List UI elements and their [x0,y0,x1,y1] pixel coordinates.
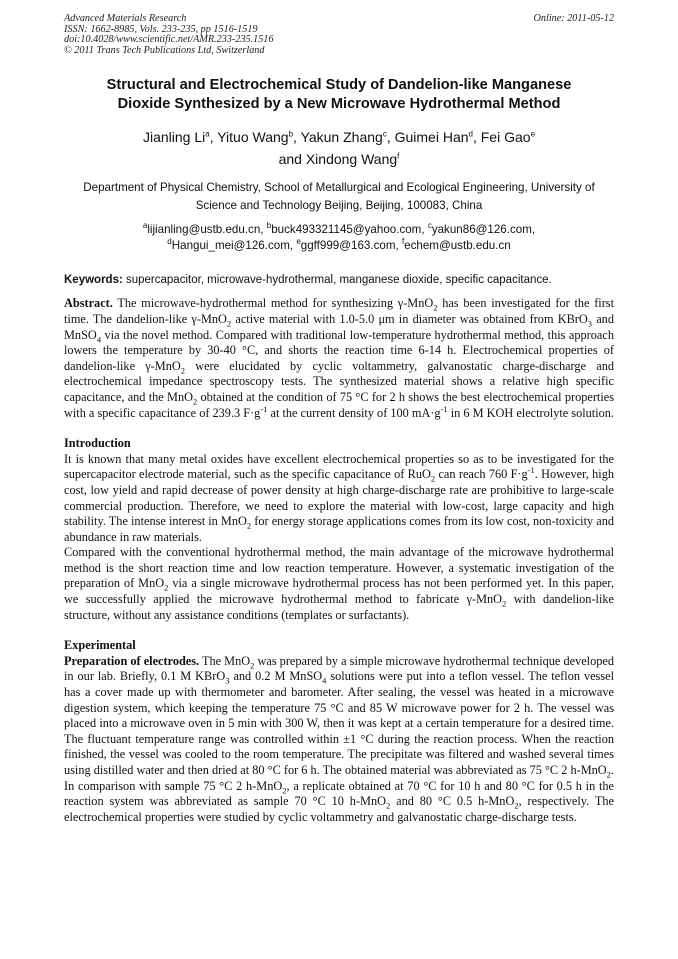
affiliation-line-1: Department of Physical Chemistry, School of Metallurgical and Ecological Engineering, University of [83,181,595,195]
email-sup: e [296,237,301,247]
title-line-1: Structural and Electrochemical Study of Dandelion-like Manganese [106,77,572,94]
affiliation [64,179,614,215]
journal-doi: doi:10.4028/www.scientific.net/AMR.233-235.1516 [64,34,274,46]
email-sup: c [427,221,432,231]
keywords-label: Keywords: [64,274,123,287]
journal-header [64,14,614,56]
author-name: Fei Gao [480,129,531,146]
email-address[interactable]: yakun86@126.com [431,223,532,237]
keywords [64,273,614,288]
experimental-body: The MnO$_2$ was prepared by a simple microwave hydrothermal technique developed in our lab. Briefly, 0.1 M KBrO$_3$ and 0.2 M MnSO$_4$ solutions were put into a teflon vessel. The teflon vessel has a cover made up with thermometer and barometer. After sealing, the vessel was heated in a microwave digestion system, which keeping the temperature 75 °C and 85 W microwave power for 2 h. The vessel was placed into a microwave oven in 5 min with 300 W, then it was kept at a certain temperature for a desired time. The fluctuant temperature range was controlled within ±1 °C during the reaction process. When the reaction finished, the vessel was cooled to the room temperature. The precipitate was filtered and washed several times using distilled water and then dried at 80 °C for 6 h. The obtained material was abbreviated as 75 °C 2 h-MnO$_2$. In comparison with sample 75 °C 2 h-MnO$_2$, a replicate obtained at 70 °C for 10 h and 80 °C for 0.5 h in the reaction system was abbreviated as sample 70 °C 10 h-MnO$_2$ and 80 °C 0.5 h-MnO$_2$, respectively. The electrochemical properties were studied by cyclic voltammetry and galvanostatic charge-discharge tests. [64,653,614,824]
emails-line-1: $^a$lijianling@ustb.edu.cn, $^b$buck493321145@yahoo.com, $^c$yakun86@126.com, [142,221,536,237]
abstract-label: Abstract. [64,296,113,311]
email-sup: d [167,237,172,247]
paper-title [64,76,614,114]
author-emails [64,222,614,254]
author-name: Yituo Wang [217,129,289,146]
email-address[interactable]: Hangui_mei@126.com [171,239,290,253]
author-sup: c [382,129,387,139]
email-sup: f [401,237,405,247]
email-sup: a [142,221,148,231]
author-name: Guimei Han [394,129,469,146]
online-date: Online: 2011-05-12 [533,13,614,24]
introduction-heading: Introduction [64,436,131,451]
journal-name: Advanced Materials Research [64,13,187,24]
email-address[interactable]: buck493321145@yahoo.com [271,223,422,237]
keywords-text: supercapacitor, microwave-hydrothermal, manganese dioxide, specific capacitance. [126,274,552,287]
introduction-paragraph-2: Compared with the conventional hydrothermal method, the main advantage of the microwave hydrothermal method is the short reaction time and low reaction temperature. However, a systematic investigation of the preparation of MnO$_2$ via a single microwave hydrothermal process has not been performed yet. In this paper, we successfully applied the microwave hydrothermal method to fabricate γ-MnO$_2$ with dandelion-like structure, without any assistance conditions (templates or surfactants). [64,545,614,622]
emails-line-2: $^d$Hangui_mei@126.com, $^e$ggff999@163.com, $^f$echem@ustb.edu.cn [167,237,511,253]
email-address[interactable]: echem@ustb.edu.cn [404,239,511,253]
journal-info [64,14,273,56]
author-sup: d [468,129,473,139]
title-line-2: Dioxide Synthesized by a New Microwave Hydrothermal Method [117,96,561,113]
abstract [64,296,614,421]
authors-and: and [278,151,302,168]
author-sup: a [205,129,210,139]
affiliation-line-2: Science and Technology Beijing, Beijing, 100083, China [195,199,483,213]
author-sup: e [530,129,536,139]
email-sup: b [266,221,272,231]
journal-copyright: © 2011 Trans Tech Publications Ltd, Switzerland [64,44,265,56]
experimental-paragraph [64,654,614,826]
subsection-label: Preparation of electrodes. [64,653,200,668]
author-name: Jianling Li [142,129,206,146]
introduction-paragraph-1: It is known that many metal oxides have excellent electrochemical properties so as to be investigated for the supercapacitor electrode material, such as the specific capacitance of RuO$_2$ can reach 760 $F\cdot g^{-1}$. However, high cost, low yield and rapid decrease of power density at high charge-discharge rate are prohibitive to large-scale commercial production. Therefore, we need to explore the material with low-cost, large capacity and high stability. The intense interest in MnO$_2$ for energy storage applications comes from its low cost, non-toxicity and abundance in raw materials. [64,451,614,544]
author-name: Yakun Zhang [300,129,383,146]
abstract-body: The microwave-hydrothermal method for synthesizing γ-MnO$_2$ has been investigated for the first time. The dandelion-like γ-MnO$_2$ active material with 1.0-5.0 μm in diameter was obtained from KBrO$_3$ and MnSO$_4$ via the novel method. Compared with traditional low-temperature hydrothermal method, this approach lowers the temperature by 30-40 °C, and shorts the reaction time 6-14 h. Electrochemical properties of dandelion-like γ-MnO$_2$ were elucidated by cyclic voltammetry, galvanostatic charge-discharge and electrochemical impedance spectroscopy tests. The synthesized material shows a relative high specific capacitance, and the MnO$_2$ obtained at the condition of 75 °C for 2 h shows the best electrochemical properties with a specific capacitance of 239.3 $F\cdot g^{-1}$ at the current density of 100 $mA\cdot g^{-1}$ in 6 M KOH electrolyte solution. [64,296,614,420]
email-address[interactable]: ggff999@163.com [300,239,396,253]
email-address[interactable]: lijianling@ustb.edu.cn [147,223,261,237]
author-list [64,126,614,170]
authors-line-2 [64,148,614,170]
authors-line-1: Jianling Li$^a$, Yituo Wang$^b$, Yakun Zhang$^c$, Guimei Han$^d$, Fei Gao$^e$ [142,129,536,146]
author-sup: b [288,129,294,139]
author-name: Xindong Wang [305,151,398,168]
journal-issn: ISSN: 1662-8985, Vols. 233-235, pp 1516-1519 [64,23,258,35]
experimental-heading: Experimental [64,638,136,653]
author-sup: f [397,151,400,161]
